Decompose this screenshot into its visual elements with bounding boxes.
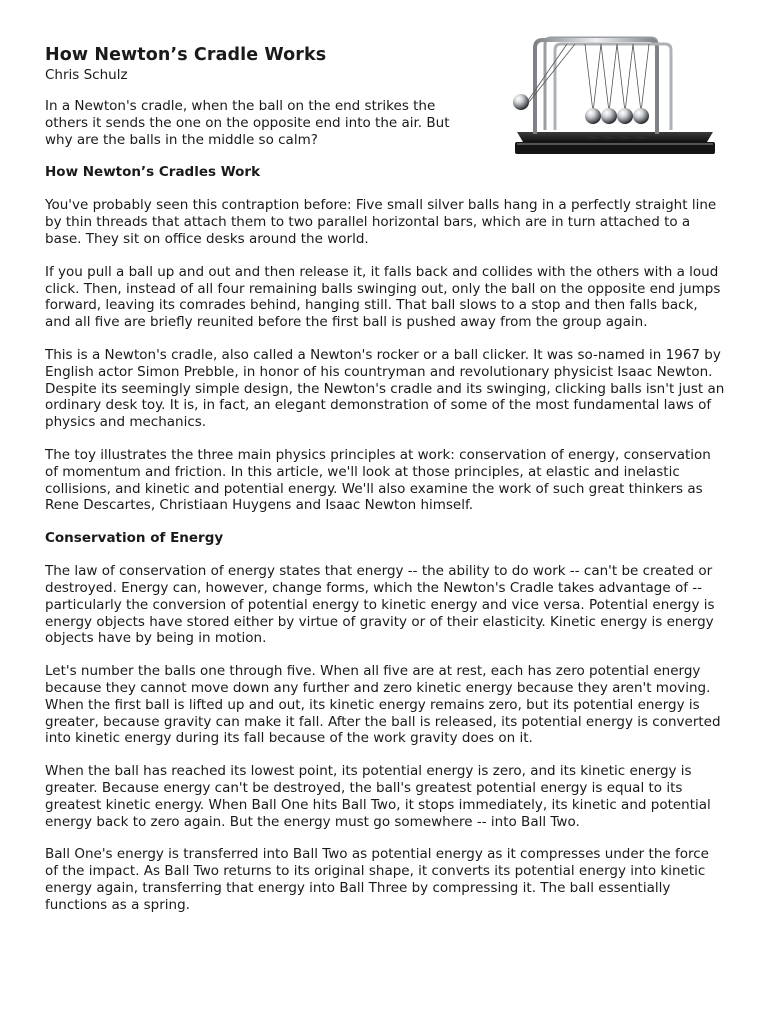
paragraph: Ball One's energy is transferred into Ball Two as potential energy as it compresses under the force of the impact. As Ball Two returns to its original shape, it converts its potential energy into kinetic energy again, transferring that energy into Ball Three by compressing it. The ball essentially functions as a spring. <box>45 846 709 913</box>
paragraph: The law of conservation of energy states that energy -- the ability to do work -- can't be created or destroyed. Energy can, however, change forms, which the Newton's Cradle takes advantage of -- particularly the conversion of potential energy to kinetic energy and vice versa. Potential energy is energy objects have stored either by virtue of gravity or of their elasticity. Kinetic energy is energy objects have by being in motion. <box>45 563 715 647</box>
paragraph: When the ball has reached its lowest point, its potential energy is zero, and its kinetic energy is greater. Because energy can't be destroyed, the ball's greatest potential energy is equal to its greatest kinetic energy. When Ball One hits Ball Two, it stops immediately, its kinetic and potential energy back to zero again. But the energy must go somewhere -- into Ball Two. <box>45 763 711 830</box>
paragraph: You've probably seen this contraption before: Five small silver balls hang in a perfectly straight line by thin threads that attach them to two parallel horizontal bars, which are in turn attached to a base. They sit on office desks around the world. <box>45 197 717 247</box>
document-page <box>45 44 725 929</box>
intro-paragraph: In a Newton's cradle, when the ball on the end strikes the others it sends the one on the opposite end into the air. But why are the balls in the middle so calm? <box>45 98 450 148</box>
section-heading: Conservation of Energy <box>45 530 224 547</box>
section-heading: How Newton’s Cradles Work <box>45 164 261 181</box>
paragraph: The toy illustrates the three main physics principles at work: conservation of energy, conservation of momentum and friction. In this article, we'll look at those principles, at elastic and inelastic collisions, and kinetic and potential energy. We'll also examine the work of such great thinkers as Rene Descartes, Christiaan Huygens and Isaac Newton himself. <box>45 446 711 514</box>
paragraph: If you pull a ball up and out and then release it, it falls back and collides with the others with a loud click. Then, instead of all four remaining balls swinging out, only the ball on the opposite end jumps forward, leaving its comrades behind, hanging still. That ball slows to a stop and then falls back, and all five are briefly reunited before the first ball is pushed away from the group again. <box>45 263 721 331</box>
author-name: Chris Schulz <box>45 67 128 83</box>
paragraph: This is a Newton's cradle, also called a Newton's rocker or a ball clicker. It was so-named in 1967 by English actor Simon Prebble, in honor of his countryman and revolutionary physicist Isaac Newton. Despite its seemingly simple design, the Newton's cradle and its swinging, clicking balls isn't just an ordinary desk toy. It is, in fact, an elegant demonstration of some of the most fundamental laws of physics and mechanics. <box>45 346 725 431</box>
document-title: How Newton’s Cradle Works <box>45 45 327 65</box>
paragraph: Let's number the balls one through five. When all five are at rest, each has zero potential energy because they cannot move down any further and zero kinetic energy because they aren't moving. When the first ball is lifted up and out, its kinetic energy remains zero, but its potential energy is greater, because gravity can make it fall. After the ball is released, its potential energy is converted into kinetic energy during its fall because of the work gravity does on it. <box>45 663 721 747</box>
